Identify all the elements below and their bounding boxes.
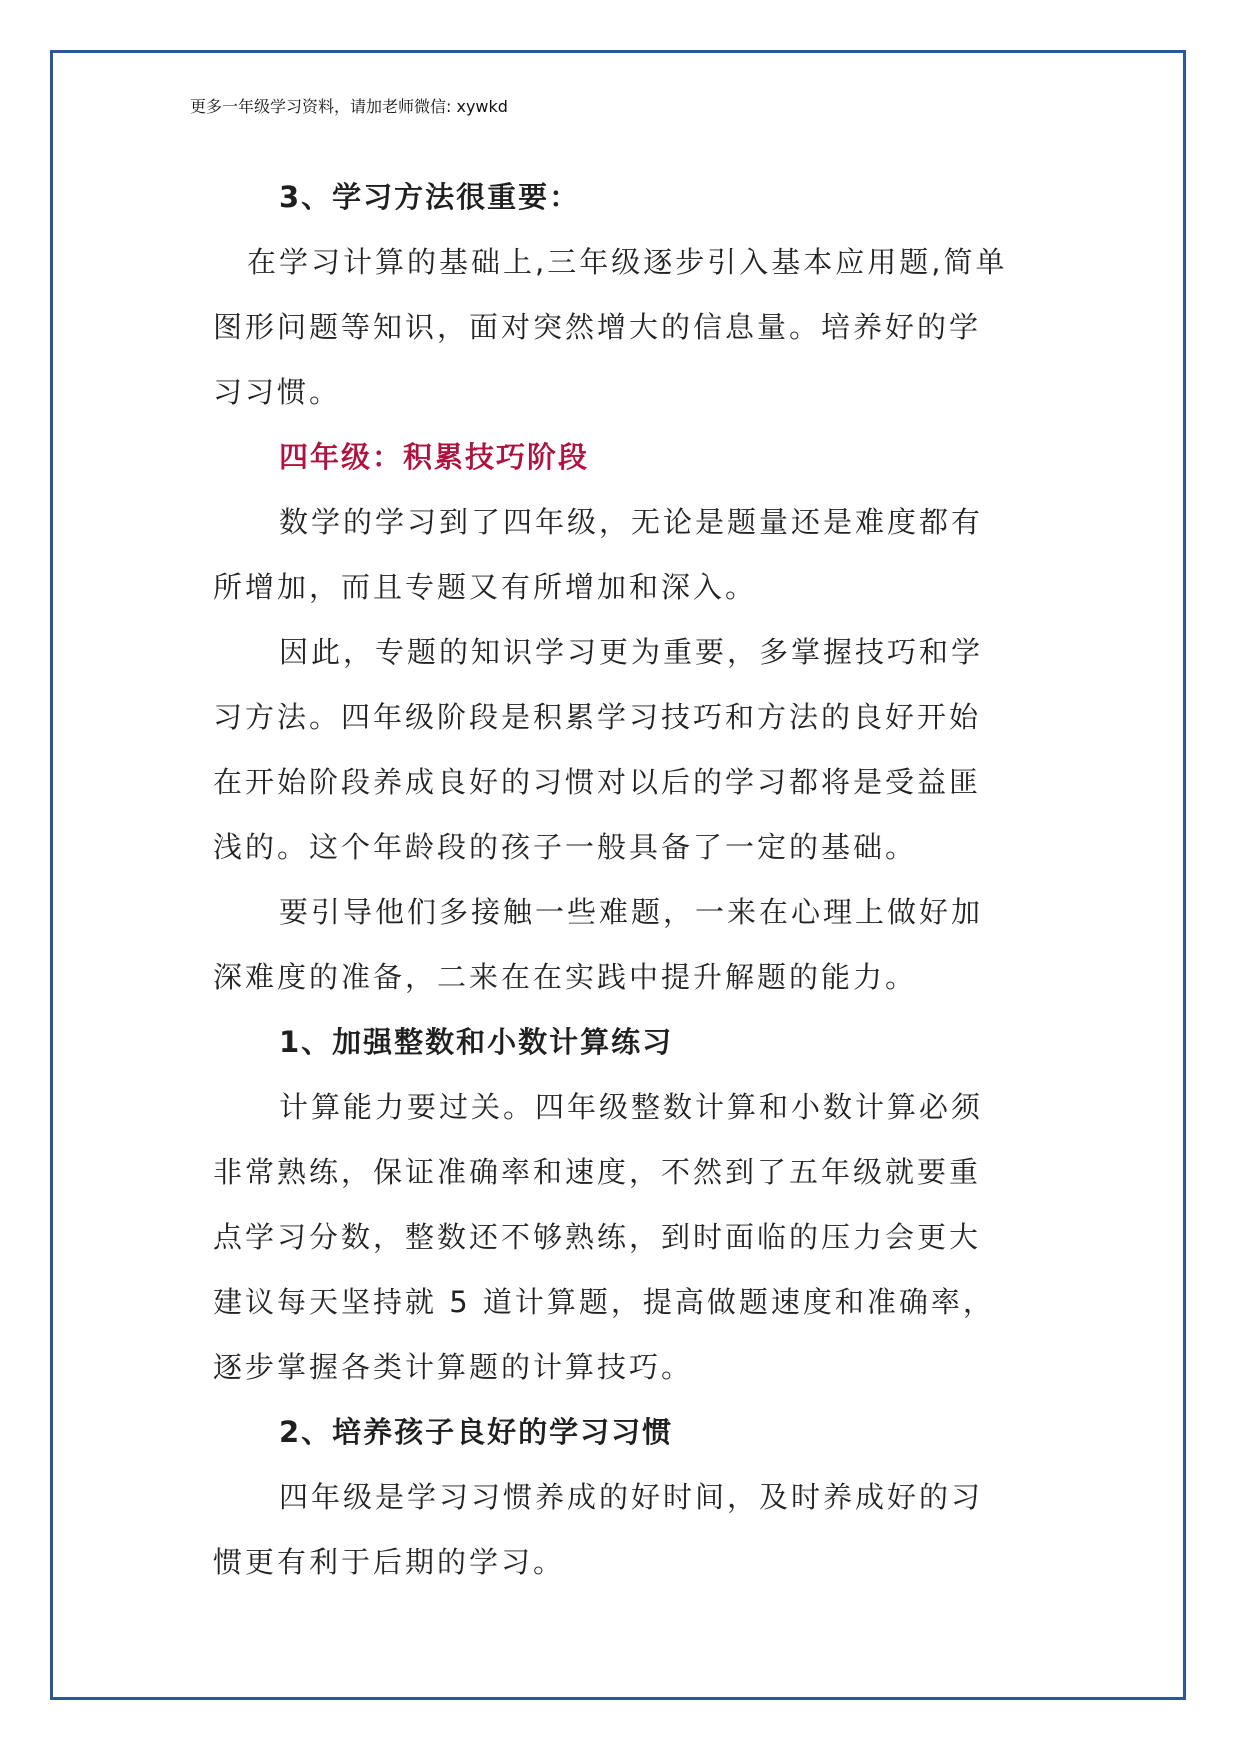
grade-four-title: 四年级：积累技巧阶段 <box>279 440 590 474</box>
paragraph-line: 四年级是学习习惯养成的好时间，及时养成好的习 <box>279 1480 984 1514</box>
paragraph-line: 点学习分数，整数还不够熟练，到时面临的压力会更大 <box>213 1220 982 1254</box>
paragraph-line: 深难度的准备，二来在在实践中提升解题的能力。 <box>213 960 918 994</box>
header-note: 更多一年级学习资料，请加老师微信: xywkd <box>190 97 508 116</box>
document-body <box>213 165 1035 1595</box>
paragraph-line: 惯更有利于后期的学习。 <box>213 1545 566 1579</box>
paragraph-line: 在开始阶段养成良好的习惯对以后的学习都将是受益匪 <box>213 765 982 799</box>
section-heading-calculation-practice: 1、加强整数和小数计算练习 <box>279 1025 674 1059</box>
paragraph-line: 习习惯。 <box>213 375 342 409</box>
paragraph-line: 浅的。这个年龄段的孩子一般具备了一定的基础。 <box>213 830 918 864</box>
section-heading-learning-method: 3、学习方法很重要： <box>279 180 581 214</box>
paragraph-line: 计算能力要过关。四年级整数计算和小数计算必须 <box>279 1090 984 1124</box>
paragraph-line: 非常熟练，保证准确率和速度，不然到了五年级就要重 <box>213 1155 982 1189</box>
paragraph-line: 逐步掌握各类计算题的计算技巧。 <box>213 1350 694 1384</box>
paragraph-line: 图形问题等知识，面对突然增大的信息量。培养好的学 <box>213 310 982 344</box>
paragraph-line: 因此，专题的知识学习更为重要，多掌握技巧和学 <box>279 635 984 669</box>
section-heading-study-habits: 2、培养孩子良好的学习习惯 <box>279 1415 674 1449</box>
paragraph-line: 建议每天坚持就 5 道计算题，提高做题速度和准确率， <box>213 1285 995 1319</box>
paragraph-line: 习方法。四年级阶段是积累学习技巧和方法的良好开始 <box>213 700 982 734</box>
paragraph-line: 要引导他们多接触一些难题，一来在心理上做好加 <box>279 895 984 929</box>
paragraph-line: 所增加，而且专题又有所增加和深入。 <box>213 570 758 604</box>
paragraph-line: 数学的学习到了四年级，无论是题量还是难度都有 <box>279 505 984 539</box>
paragraph-line: 在学习计算的基础上,三年级逐步引入基本应用题,简单 <box>247 245 1008 279</box>
